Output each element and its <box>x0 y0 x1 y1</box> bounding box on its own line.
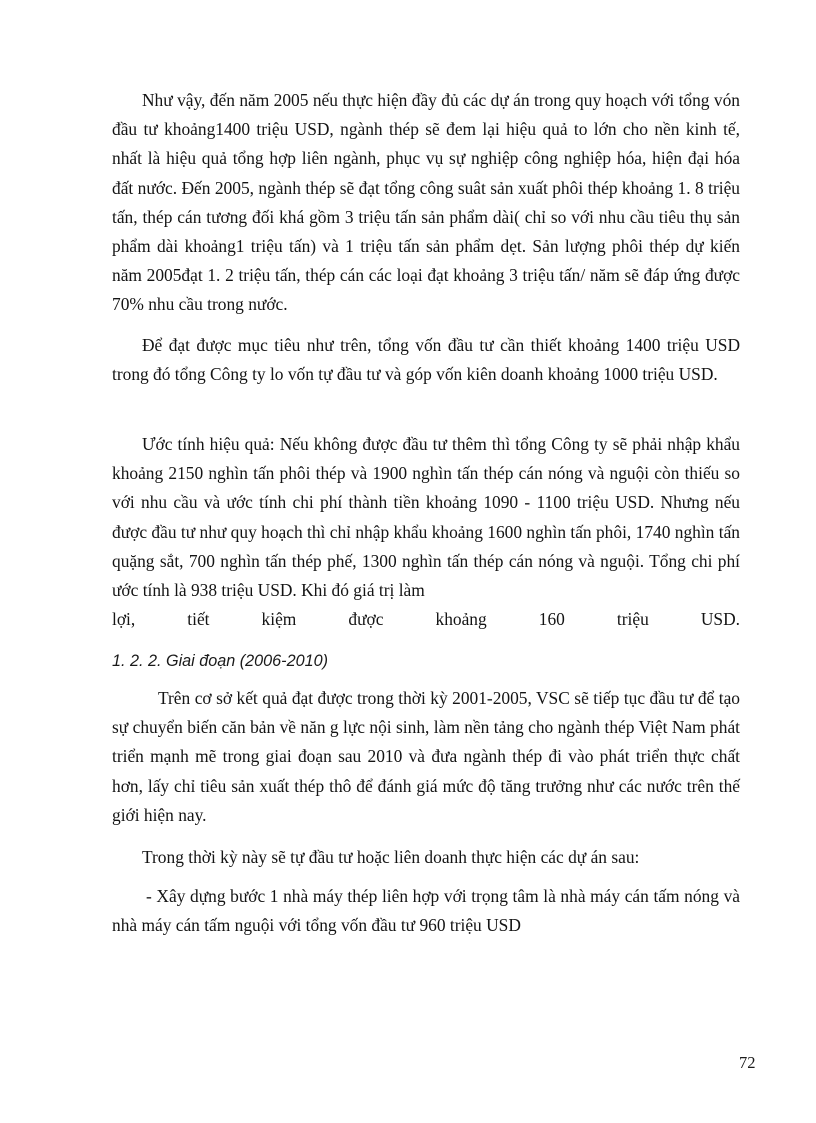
paragraph-project-item-steel-complex: - Xây dựng bước 1 nhà máy thép liên hợp với trọng tâm là nhà máy cán tấm nóng và nhà máy cán tấm nguội với tổng vốn đầu tư 960 triệu USD <box>112 886 740 936</box>
paragraph-capital-requirement: Để đạt được mục tiêu như trên, tổng vốn đầu tư cần thiết khoảng 1400 triệu USD trong đó tổng Công ty lo vốn tự đầu tư và góp vốn kiên doanh khoảng 1000 triệu USD. <box>112 335 740 385</box>
page-number: 72 <box>739 1053 756 1072</box>
paragraph-vsc-investment-direction: Trên cơ sở kết quả đạt được trong thời kỳ 2001-2005, VSC sẽ tiếp tục đầu tư để tạo sự chuyển biến căn bản về năn g lực nội sinh, làm nền tảng cho ngành thép Việt Nam phát triển mạnh mẽ trong giai đoạn sau 2010 và đưa ngành thép đi vào phát triển thực chất hơn, lấy chỉ tiêu sản xuất thép thô để đánh giá mức độ tăng trưởng như các nước trên thế giới hiện nay. <box>112 688 740 825</box>
section-heading-2006-2010: 1. 2. 2. Giai đoạn (2006-2010) <box>112 652 328 670</box>
paragraph-efficiency-estimate-last-line: lợi, tiết kiệm được khoảng 160 triệu USD. <box>112 609 740 629</box>
paragraph-efficiency-estimate: Ước tính hiệu quả: Nếu không được đầu tư thêm thì tổng Công ty sẽ phải nhập khẩu khoảng 2150 nghìn tấn phôi thép và 1900 nghìn tấn thép cán nóng và nguội còn thiếu so với nhu cầu và ước tính chi phí thành tiền khoảng 1090 - 1100 triệu USD. Nhưng nếu được đầu tư như quy hoạch thì chỉ nhập khẩu khoảng 1600 nghìn tấn phôi, 1740 nghìn tấn quặng sắt, 700 nghìn tấn thép phế, 1300 nghìn tấn thép cán nóng và nguội. Tổng chi phí ước tính là 938 triệu USD. Khi đó giá trị làm <box>112 434 740 601</box>
paragraph-project-list-intro: Trong thời kỳ này sẽ tự đầu tư hoặc liên doanh thực hiện các dự án sau: <box>142 847 640 867</box>
paragraph-2005-investment-plan: Như vậy, đến năm 2005 nếu thực hiện đầy đủ các dự án trong quy hoạch với tổng vón đầu tư khoảng1400 triệu USD, ngành thép sẽ đem lại hiệu quả to lớn cho nền kinh tế, nhất là hiệu quả tổng hợp liên ngành, phục vụ sự nghiệp công nghiệp hóa, hiện đại hóa đất nước. Đến 2005, ngành thép sẽ đạt tổng công suât sản xuất phôi thép khoảng 1. 8 triệu tấn, thép cán tương đối khá gồm 3 triệu tấn sản phẩm dài( chỉ so với nhu cầu tiêu thụ sản phẩm dài khoảng1 triệu tấn) và 1 triệu tấn sản phẩm dẹt. Sản lượng phôi thép dự kiến năm 2005đạt 1. 2 triệu tấn, thép cán các loại đạt khoảng 3 triệu tấn/ năm sẽ đáp ứng được 70% nhu cầu trong nước. <box>112 90 740 315</box>
